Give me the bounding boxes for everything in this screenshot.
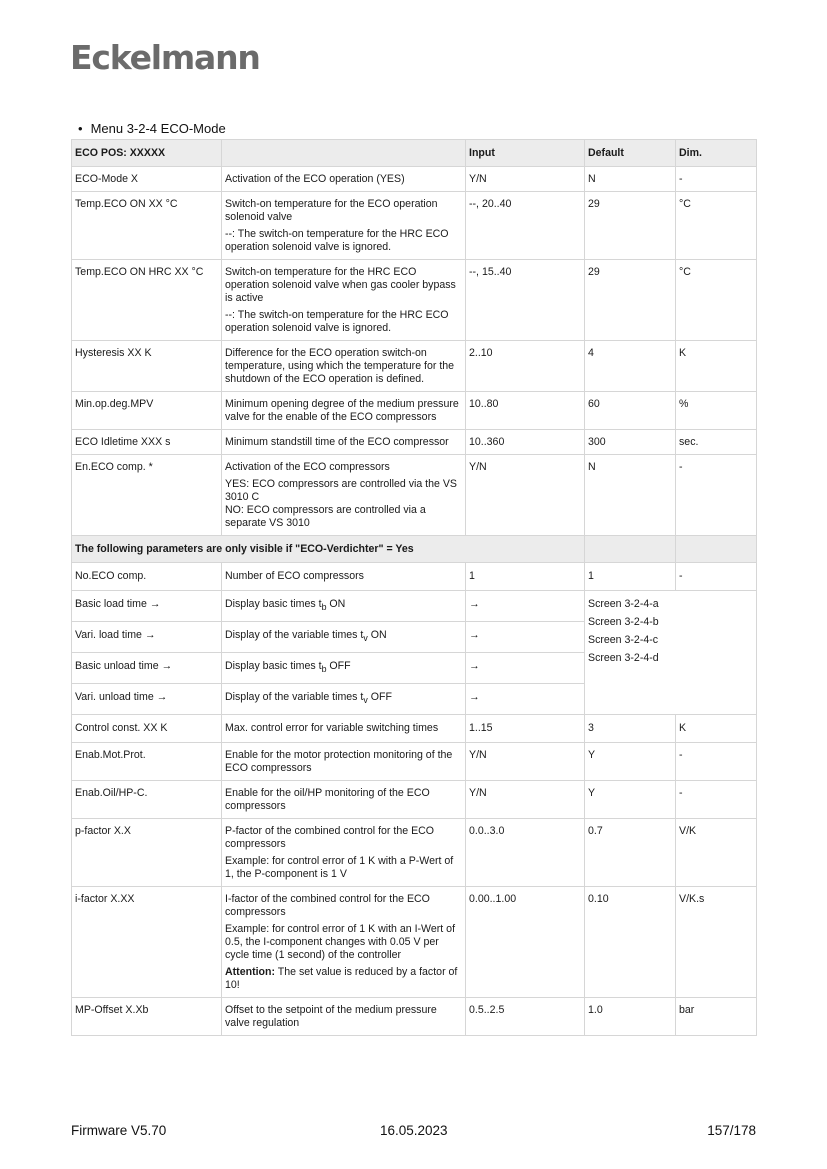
desc-cell: Offset to the setpoint of the medium pressure valve regulation	[222, 998, 466, 1036]
desc-cell	[222, 653, 466, 684]
desc-text: Display of the variable times t	[225, 691, 364, 704]
dim-cell: -	[676, 563, 757, 591]
desc-note-no: NO: ECO compressors are controlled via a separate VS 3010	[225, 504, 426, 529]
header-cell: Default	[585, 140, 676, 167]
parameter-table	[71, 139, 757, 1036]
input-cell: 0.5..2.5	[466, 998, 585, 1036]
screen-reference-cell	[585, 591, 757, 715]
param-cell: Enab.Oil/HP-C.	[72, 781, 222, 819]
desc-cell: Number of ECO compressors	[222, 563, 466, 591]
table-row	[72, 192, 757, 260]
footer-page-number: 157/178	[707, 1123, 756, 1138]
desc-text: Switch-on temperature for the HRC ECO operation solenoid valve when gas cooler bypass is active	[225, 266, 456, 304]
desc-text: OFF	[326, 660, 351, 673]
param-cell: Min.op.deg.MPV	[72, 392, 222, 430]
desc-cell	[222, 455, 466, 536]
param-cell: Control const. XX K	[72, 715, 222, 743]
default-cell: N	[585, 455, 676, 536]
desc-cell: Minimum standstill time of the ECO compressor	[222, 430, 466, 455]
input-cell: --, 20..40	[466, 192, 585, 260]
menu-heading	[78, 121, 226, 136]
param-cell: Basic load time →	[72, 591, 222, 622]
table-row	[72, 743, 757, 781]
param-cell: Vari. unload time →	[72, 684, 222, 715]
param-cell: No.ECO comp.	[72, 563, 222, 591]
param-cell: Temp.ECO ON HRC XX °C	[72, 260, 222, 341]
desc-note: Example: for control error of 1 K with an I-Wert of 0.5, the I-component changes with 0.05 V per cycle time (1 second) of the controller	[225, 923, 456, 962]
param-cell: MP-Offset X.Xb	[72, 998, 222, 1036]
default-cell: 29	[585, 192, 676, 260]
desc-cell: Activation of the ECO operation (YES)	[222, 167, 466, 192]
desc-cell: Enable for the oil/HP monitoring of the ECO compressors	[222, 781, 466, 819]
desc-note: Example: for control error of 1 K with a P-Wert of 1, the P-component is 1 V	[225, 855, 454, 881]
dim-cell: -	[676, 455, 757, 536]
default-cell: Y	[585, 743, 676, 781]
table-row	[72, 430, 757, 455]
default-cell: Y	[585, 781, 676, 819]
default-cell: 60	[585, 392, 676, 430]
arrow-input-cell[interactable]: →	[466, 622, 585, 653]
desc-text: Display basic times t	[225, 660, 322, 673]
input-cell: Y/N	[466, 781, 585, 819]
arrow-input-cell[interactable]: →	[466, 684, 585, 715]
desc-cell	[222, 887, 466, 998]
desc-text: Switch-on temperature for the ECO operation solenoid valve	[225, 198, 438, 223]
desc-cell	[222, 591, 466, 622]
desc-text: Display basic times t	[225, 598, 322, 610]
desc-text: I-factor of the combined control for the ECO compressors	[225, 893, 430, 919]
brand-logo: Eckelmann	[70, 38, 260, 77]
default-cell: 0.7	[585, 819, 676, 887]
desc-text: Display of the variable times t	[225, 629, 364, 642]
desc-cell	[222, 819, 466, 887]
input-cell: 10..360	[466, 430, 585, 455]
default-cell: 1	[585, 563, 676, 591]
input-cell: Y/N	[466, 455, 585, 536]
table-row	[72, 455, 757, 536]
screen-reference: Screen 3-2-4-c	[588, 634, 659, 646]
default-cell: 0.10	[585, 887, 676, 998]
desc-text: Activation of the ECO compressors	[225, 461, 390, 473]
dim-cell: V/K.s	[676, 887, 757, 998]
dim-cell: K	[676, 341, 757, 392]
desc-note: --: The switch-on temperature for the HRC ECO operation solenoid valve is ignored.	[225, 309, 449, 334]
table-row	[72, 563, 757, 591]
table-row	[72, 819, 757, 887]
dim-cell: -	[676, 781, 757, 819]
subscript: b	[321, 602, 327, 613]
table-row	[72, 998, 757, 1036]
table-row	[72, 167, 757, 192]
desc-cell	[222, 192, 466, 260]
section-heading: The following parameters are only visible if "ECO-Verdichter" = Yes	[72, 536, 585, 563]
desc-text: ON	[367, 629, 387, 642]
desc-cell	[222, 622, 466, 653]
table-row	[72, 715, 757, 743]
default-cell: N	[585, 167, 676, 192]
desc-text: ON	[326, 598, 346, 610]
dim-cell: sec.	[676, 430, 757, 455]
default-cell: 300	[585, 430, 676, 455]
desc-cell	[222, 260, 466, 341]
default-cell: 4	[585, 341, 676, 392]
screen-reference: Screen 3-2-4-a	[588, 598, 659, 610]
desc-text: P-factor of the combined control for the ECO compressors	[225, 825, 435, 851]
param-cell: p-factor X.X	[72, 819, 222, 887]
input-cell: 0.0..3.0	[466, 819, 585, 887]
param-cell: i-factor X.XX	[72, 887, 222, 998]
dim-cell: V/K	[676, 819, 757, 887]
param-cell: Temp.ECO ON XX °C	[72, 192, 222, 260]
desc-note: --: The switch-on temperature for the HRC ECO operation solenoid valve is ignored.	[225, 228, 449, 253]
param-cell: ECO-Mode X	[72, 167, 222, 192]
desc-cell	[222, 684, 466, 715]
header-cell	[222, 140, 466, 167]
input-cell: 1..15	[466, 715, 585, 743]
input-cell: 2..10	[466, 341, 585, 392]
table-header-row	[72, 140, 757, 167]
input-cell: Y/N	[466, 167, 585, 192]
default-cell: 3	[585, 715, 676, 743]
input-cell: 1	[466, 563, 585, 591]
attention-text: The set value is reduced by a factor of 10!	[225, 966, 458, 992]
screen-reference: Screen 3-2-4-d	[588, 652, 659, 664]
header-cell: Dim.	[676, 140, 757, 167]
param-cell: Basic unload time →	[72, 653, 222, 684]
section-row	[72, 536, 757, 563]
dim-cell: K	[676, 715, 757, 743]
dim-cell: bar	[676, 998, 757, 1036]
desc-cell: Minimum opening degree of the medium pressure valve for the enable of the ECO compressors	[222, 392, 466, 430]
input-cell: --, 15..40	[466, 260, 585, 341]
footer-firmware: Firmware V5.70	[71, 1123, 167, 1138]
subscript: b	[321, 664, 327, 675]
default-cell: 29	[585, 260, 676, 341]
table-row	[72, 887, 757, 998]
desc-cell: Difference for the ECO operation switch-on temperature, using which the temperature for the shutdown of the ECO operation is defined.	[222, 341, 466, 392]
table-row	[72, 260, 757, 341]
param-cell: ECO Idletime XXX s	[72, 430, 222, 455]
bullet-icon: •	[78, 121, 83, 136]
subscript: v	[363, 633, 368, 644]
arrow-input-cell[interactable]: →	[466, 591, 585, 622]
menu-title-text: Menu 3-2-4 ECO-Mode	[90, 121, 226, 136]
table-row	[72, 341, 757, 392]
dim-cell: %	[676, 392, 757, 430]
desc-text: OFF	[367, 691, 392, 704]
subscript: v	[363, 695, 368, 706]
desc-note-yes: YES: ECO compressors are controlled via the VS 3010 C	[225, 478, 457, 503]
param-cell: Enab.Mot.Prot.	[72, 743, 222, 781]
dim-cell: °C	[676, 192, 757, 260]
table-row	[72, 591, 757, 622]
param-cell: Vari. load time →	[72, 622, 222, 653]
param-cell: En.ECO comp. *	[72, 455, 222, 536]
input-cell: 10..80	[466, 392, 585, 430]
default-cell: 1.0	[585, 998, 676, 1036]
dim-cell: -	[676, 167, 757, 192]
section-empty-cell	[676, 536, 757, 563]
header-cell: Input	[466, 140, 585, 167]
table-row	[72, 392, 757, 430]
param-cell: Hysteresis XX K	[72, 341, 222, 392]
attention-label: Attention:	[225, 966, 276, 979]
section-empty-cell	[585, 536, 676, 563]
screen-reference: Screen 3-2-4-b	[588, 616, 659, 628]
desc-cell: Max. control error for variable switching times	[222, 715, 466, 743]
header-cell: ECO POS: XXXXX	[72, 140, 222, 167]
table-row	[72, 781, 757, 819]
input-cell: 0.00..1.00	[466, 887, 585, 998]
arrow-input-cell[interactable]: →	[466, 653, 585, 684]
dim-cell: °C	[676, 260, 757, 341]
desc-cell: Enable for the motor protection monitoring of the ECO compressors	[222, 743, 466, 781]
input-cell: Y/N	[466, 743, 585, 781]
attention-note	[225, 966, 461, 992]
footer-date: 16.05.2023	[380, 1123, 448, 1138]
dim-cell: -	[676, 743, 757, 781]
